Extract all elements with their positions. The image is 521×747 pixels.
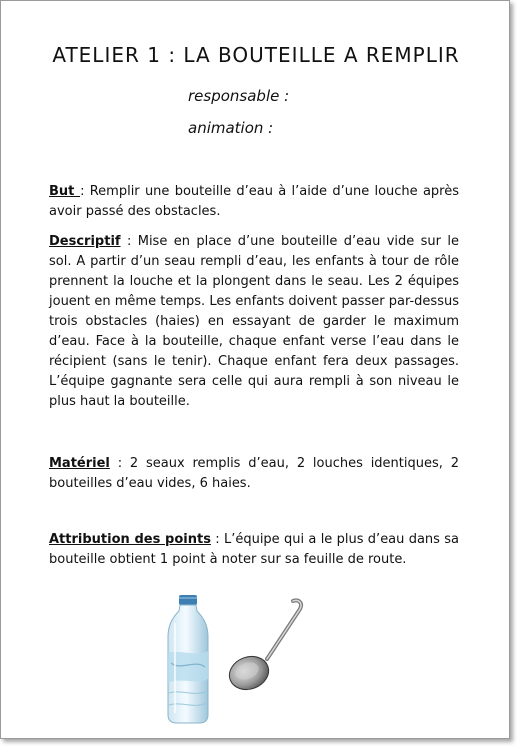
attribution-heading: Attribution des points: [49, 532, 211, 547]
animation-label: animation :: [188, 119, 274, 137]
responsable-label: responsable :: [188, 87, 290, 105]
but-paragraph: [49, 182, 459, 222]
descriptif-heading: Descriptif: [49, 234, 121, 249]
ladle-icon: [227, 597, 327, 697]
materiel-paragraph: [49, 454, 459, 494]
page-title: ATELIER 1 : LA BOUTEILLE A REMPLIR: [52, 43, 460, 67]
descriptif-text: : Mise en place d’une bouteille d’eau vide sur le sol. A partir d’un seau rempli d’eau, les enfants à tour de rôle prennent la louche et la plongent dans le seau. Les 2 équipes jouent en même temps. Les enfants doivent passer par-dessus trois obstacles (haies) en essayant de garder le maximum d’eau. Face à la bouteille, chaque enfant verse l’eau dans le récipient (sans le tenir). Chaque enfant fera deux passages. L’équipe gagnante sera celle qui aura rempli à son niveau le plus haut la bouteille.: [49, 234, 459, 409]
attribution-paragraph: [49, 530, 459, 570]
materiel-heading: Matériel: [49, 456, 110, 471]
materiel-text: : 2 seaux remplis d’eau, 2 louches identiques, 2 bouteilles d’eau vides, 6 haies.: [49, 456, 459, 491]
descriptif-paragraph: [49, 232, 459, 412]
but-heading: But: [49, 184, 81, 199]
but-text: : Remplir une bouteille d’eau à l’aide d’une louche après avoir passé des obstacles.: [49, 184, 460, 219]
attribution-text: : L’équipe qui a le plus d’eau dans sa bouteille obtient 1 point à noter sur sa feuille de route.: [49, 532, 459, 567]
water-bottle-icon: [159, 593, 217, 725]
